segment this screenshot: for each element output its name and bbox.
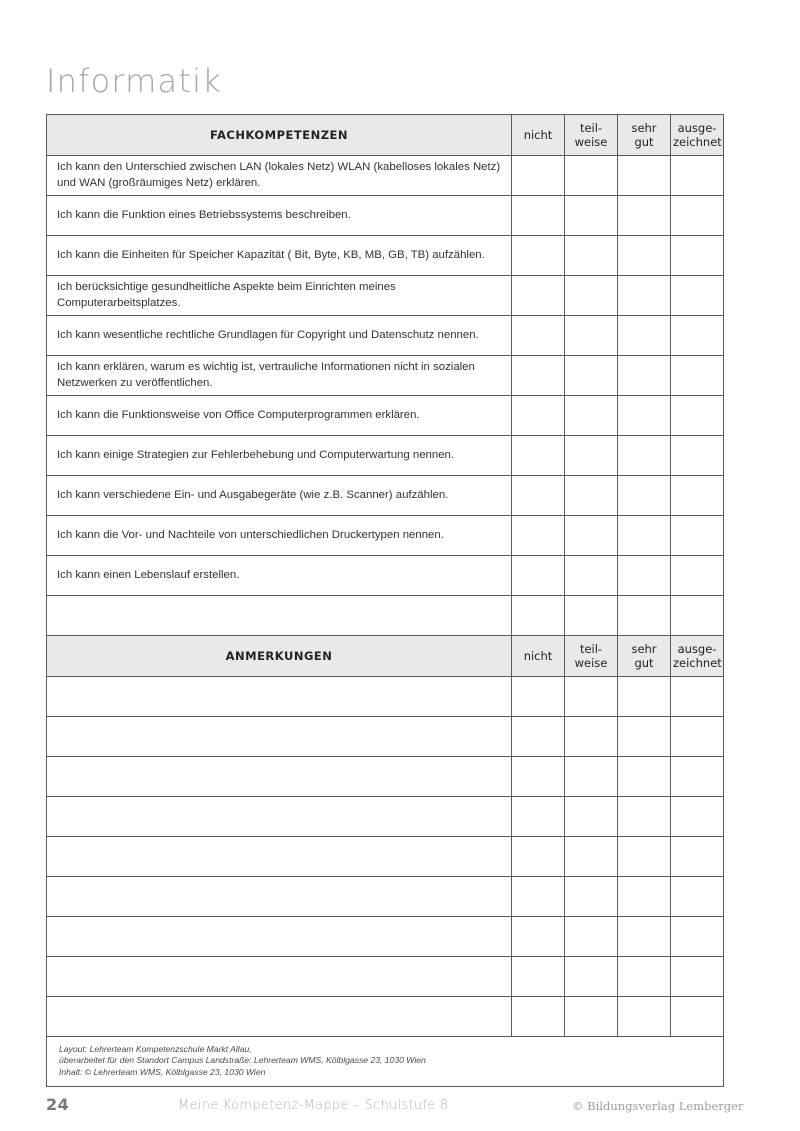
competency-text: Ich kann den Unterschied zwischen LAN (lokales Netz) WLAN (kabelloses lokales Netz) und WAN (großräumiges Netz) erklären. [47,156,512,196]
rating-cell-teilweise[interactable] [565,436,618,476]
rating-cell-teilweise[interactable] [565,276,618,316]
rating-cell-ausgezeichnet[interactable] [671,276,724,316]
rating-cell-nicht[interactable] [512,476,565,516]
rating-cell-teilweise[interactable] [565,516,618,556]
rating-header-nicht [512,636,565,677]
table-row [47,877,724,917]
rating-cell-ausgezeichnet[interactable] [671,476,724,516]
competency-text: Ich kann einige Strategien zur Fehlerbehebung und Computerwartung nennen. [47,436,512,476]
rating-cell-ausgezeichnet[interactable] [671,196,724,236]
rating-cell-ausgezeichnet[interactable] [671,877,724,917]
rating-header-line1: sehr [631,642,657,656]
rating-cell-ausgezeichnet[interactable] [671,797,724,837]
section-header-fachkompetenzen [47,115,724,156]
rating-cell-nicht[interactable] [512,757,565,797]
rating-cell-sehrgut[interactable] [618,556,671,596]
footnote-line-1: Layout: Lehrerteam Kompetenzschule Markt Allau, [59,1044,252,1054]
rating-cell-ausgezeichnet[interactable] [671,156,724,196]
section-title: FACHKOMPETENZEN [47,115,512,156]
rating-header-teilweise [565,636,618,677]
rating-cell-sehrgut[interactable] [618,596,671,636]
footnote-cell [47,1037,724,1087]
rating-header-line1: teil- [579,642,603,656]
rating-cell-nicht[interactable] [512,556,565,596]
page-title: Informatik [46,62,222,100]
note-text[interactable] [47,757,512,797]
note-text[interactable] [47,717,512,757]
page-number: 24 [46,1095,70,1114]
table-body [47,115,724,1087]
rating-cell-ausgezeichnet[interactable] [671,516,724,556]
table-row [47,316,724,356]
rating-cell-ausgezeichnet[interactable] [671,356,724,396]
rating-cell-ausgezeichnet[interactable] [671,757,724,797]
note-text[interactable] [47,957,512,997]
rating-cell-ausgezeichnet[interactable] [671,677,724,717]
rating-header-ausgezeichnet [671,636,724,677]
rating-cell-teilweise[interactable] [565,156,618,196]
table-row [47,837,724,877]
footer-copyright: © Bildungsverlag Lemberger [572,1099,744,1113]
rating-header-line2: gut [634,135,654,149]
rating-header-line2: gut [634,656,654,670]
competency-table [46,114,724,1087]
rating-header-line2: zeichnet [673,135,722,149]
table-row [47,596,724,636]
competency-text: Ich kann verschiedene Ein- und Ausgabegeräte (wie z.B. Scanner) aufzählen. [47,476,512,516]
rating-cell-teilweise[interactable] [565,196,618,236]
competency-text: Ich kann erklären, warum es wichtig ist, vertrauliche Informationen nicht in sozialen Netzwerken zu veröffentlichen. [47,356,512,396]
rating-cell-ausgezeichnet[interactable] [671,997,724,1037]
table-row [47,757,724,797]
rating-header-line1: teil- [579,121,603,135]
table-row [47,556,724,596]
rating-header-line1: ausge- [677,121,717,135]
rating-cell-teilweise[interactable] [565,717,618,757]
table-row [47,516,724,556]
competency-text: Ich kann die Funktion eines Betriebssystems beschreiben. [47,196,512,236]
rating-header-line1: nicht [523,649,553,663]
table-row [47,356,724,396]
rating-cell-sehrgut[interactable] [618,837,671,877]
rating-header-sehrgut [618,115,671,156]
rating-cell-teilweise[interactable] [565,757,618,797]
competency-text: Ich kann die Funktionsweise von Office Computerprogrammen erklären. [47,396,512,436]
table-row [47,196,724,236]
rating-cell-sehrgut[interactable] [618,196,671,236]
rating-cell-teilweise[interactable] [565,236,618,276]
table-row [47,236,724,276]
page-footer [0,1095,800,1119]
competency-text[interactable] [47,596,512,636]
rating-cell-teilweise[interactable] [565,476,618,516]
table-row [47,476,724,516]
rating-cell-sehrgut[interactable] [618,516,671,556]
footnote-line-3: Inhalt: © Lehrerteam WMS, Kölblgasse 23, 1030 Wien [59,1066,266,1077]
note-text[interactable] [47,877,512,917]
rating-header-teilweise [565,115,618,156]
rating-cell-sehrgut[interactable] [618,156,671,196]
rating-cell-nicht[interactable] [512,516,565,556]
rating-cell-teilweise[interactable] [565,877,618,917]
rating-cell-ausgezeichnet[interactable] [671,396,724,436]
note-text[interactable] [47,917,512,957]
rating-cell-sehrgut[interactable] [618,957,671,997]
rating-cell-nicht[interactable] [512,396,565,436]
table-row [47,957,724,997]
rating-cell-nicht[interactable] [512,917,565,957]
rating-cell-teilweise[interactable] [565,917,618,957]
rating-cell-sehrgut[interactable] [618,757,671,797]
footnote-line-2: überarbeitet für den Standort Campus Landstraße: Lehrerteam WMS, Kölblgasse 23, 1030 Wien [59,1055,426,1066]
table-row [47,677,724,717]
table-row [47,156,724,196]
rating-cell-nicht[interactable] [512,156,565,196]
competency-text: Ich berücksichtige gesundheitliche Aspekte beim Einrichten meines Computerarbeitsplatzes. [47,276,512,316]
rating-cell-teilweise[interactable] [565,356,618,396]
rating-header-line2: weise [574,135,608,149]
rating-cell-nicht[interactable] [512,957,565,997]
competency-text: Ich kann die Einheiten für Speicher Kapazität ( Bit, Byte, KB, MB, GB, TB) aufzählen. [47,236,512,276]
note-text[interactable] [47,837,512,877]
rating-header-line2: zeichnet [673,656,722,670]
rating-cell-nicht[interactable] [512,717,565,757]
table-row [47,717,724,757]
rating-cell-ausgezeichnet[interactable] [671,316,724,356]
note-text[interactable] [47,797,512,837]
rating-cell-ausgezeichnet[interactable] [671,236,724,276]
rating-cell-sehrgut[interactable] [618,276,671,316]
rating-cell-teilweise[interactable] [565,556,618,596]
rating-cell-nicht[interactable] [512,436,565,476]
rating-header-ausgezeichnet [671,115,724,156]
rating-cell-teilweise[interactable] [565,316,618,356]
table-row [47,436,724,476]
table-row [47,396,724,436]
rating-header-line2: weise [574,656,608,670]
rating-cell-teilweise[interactable] [565,837,618,877]
rating-cell-ausgezeichnet[interactable] [671,436,724,476]
rating-cell-sehrgut[interactable] [618,316,671,356]
rating-cell-sehrgut[interactable] [618,877,671,917]
rating-cell-nicht[interactable] [512,877,565,917]
footer-title: Meine Kompetenz-Mappe – Schulstufe 8 [178,1098,449,1113]
table-row [47,997,724,1037]
rating-cell-teilweise[interactable] [565,677,618,717]
table-row [47,276,724,316]
rating-cell-sehrgut[interactable] [618,797,671,837]
section-header-anmerkungen [47,636,724,677]
rating-cell-ausgezeichnet[interactable] [671,556,724,596]
rating-cell-nicht[interactable] [512,196,565,236]
rating-cell-ausgezeichnet[interactable] [671,596,724,636]
table-row [47,917,724,957]
rating-header-line1: sehr [631,121,657,135]
rating-header-line1: nicht [523,128,553,142]
rating-cell-sehrgut[interactable] [618,396,671,436]
rating-cell-ausgezeichnet[interactable] [671,837,724,877]
rating-cell-nicht[interactable] [512,596,565,636]
rating-cell-ausgezeichnet[interactable] [671,917,724,957]
rating-cell-teilweise[interactable] [565,957,618,997]
note-text[interactable] [47,677,512,717]
competency-text: Ich kann einen Lebenslauf erstellen. [47,556,512,596]
rating-cell-sehrgut[interactable] [618,717,671,757]
table-footnote [47,1037,724,1087]
rating-cell-sehrgut[interactable] [618,476,671,516]
rating-cell-sehrgut[interactable] [618,677,671,717]
rating-cell-sehrgut[interactable] [618,997,671,1037]
rating-cell-sehrgut[interactable] [618,436,671,476]
rating-cell-nicht[interactable] [512,997,565,1037]
rating-cell-nicht[interactable] [512,837,565,877]
rating-cell-teilweise[interactable] [565,396,618,436]
rating-cell-teilweise[interactable] [565,997,618,1037]
rating-cell-teilweise[interactable] [565,797,618,837]
rating-header-nicht [512,115,565,156]
table-row [47,797,724,837]
rating-cell-nicht[interactable] [512,276,565,316]
rating-cell-teilweise[interactable] [565,596,618,636]
rating-cell-nicht[interactable] [512,677,565,717]
rating-cell-nicht[interactable] [512,316,565,356]
rating-cell-ausgezeichnet[interactable] [671,957,724,997]
section-title: ANMERKUNGEN [47,636,512,677]
rating-cell-nicht[interactable] [512,797,565,837]
rating-header-sehrgut [618,636,671,677]
rating-header-line1: ausge- [677,642,717,656]
competency-text: Ich kann die Vor- und Nachteile von unterschiedlichen Druckertypen nennen. [47,516,512,556]
competency-text: Ich kann wesentliche rechtliche Grundlagen für Copyright und Datenschutz nennen. [47,316,512,356]
rating-cell-nicht[interactable] [512,356,565,396]
rating-cell-sehrgut[interactable] [618,917,671,957]
rating-cell-ausgezeichnet[interactable] [671,717,724,757]
rating-cell-nicht[interactable] [512,236,565,276]
rating-cell-sehrgut[interactable] [618,356,671,396]
rating-cell-sehrgut[interactable] [618,236,671,276]
note-text[interactable] [47,997,512,1037]
